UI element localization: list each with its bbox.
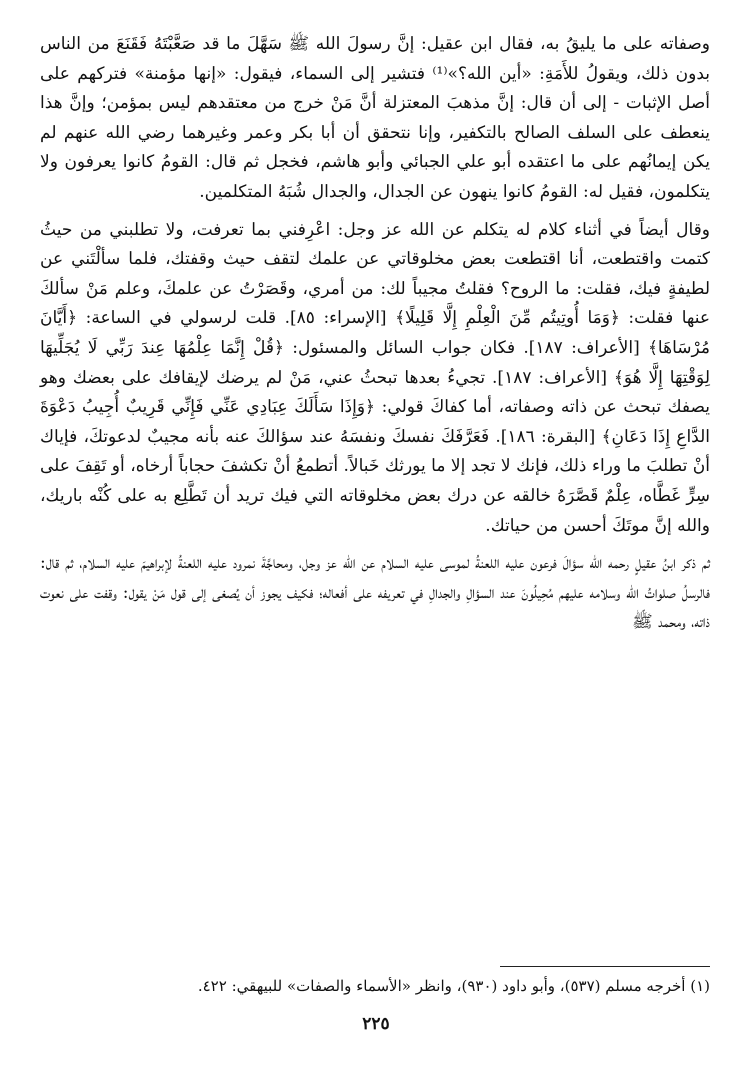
main-text xyxy=(40,30,710,638)
footnote-divider xyxy=(0,966,752,967)
paragraph-3: ثم ذكر ابنُ عقيلٍ رحمه الله سؤالَ فرعون عليه اللعنةُ لموسى عليه السلام عن الله عز وجل، ومحاجَّةَ نمرود عليه اللعنةُ لإبراهيمَ عليه السلام، ثم قال: فالرسلُ صلواتُ الله وسلامه عليهم مُحِيلُونَ عند السؤالِ والجدالِ في تعريفه على أفعاله؛ فكيف يجوز أن يُصغى إلى قول مَنْ يقول: وقفت على نعوت ذاته، ومحمد ﷺ xyxy=(40,553,710,633)
page-number: ٢٢٥ xyxy=(362,1014,390,1034)
paragraph-2: وقال أيضاً في أثناء كلام له يتكلم عن الله عز وجل: اعْرِفني بما تعرفت، ولا تطلبني من حيثُ كتمت واقتطعت، أنا اقتطعت بعض مخلوقاتي عن علمك لتقف حيث وقفتك، فلما سألْتَني عن لطيفةٍ فيك، فقلت: ما الروح؟ فقلتُ مجيباً لك: من أمري، وقَصَرْتُ عن علمكَ، وعلم مَنْ سألكَ عنها فقلت: ﴿وَمَا أُوتِيتُم مِّنَ الْعِلْمِ إِلَّا قَلِيلًا﴾ [الإسراء: ٨٥]. قلت لرسولي في الساعة: ﴿أَيَّانَ مُرْسَاهَا﴾ [الأعراف: ١٨٧]. فكان جواب السائل والمسئول: ﴿قُلْ إِنَّمَا عِلْمُهَا عِندَ رَبِّي لَا يُجَلِّيهَا لِوَقْتِهَا إِلَّا هُوَ﴾ [الأعراف: ١٨٧]. تجيءُ بعدها تبحثُ عني، مَنْ لم يرضك لإيقافك على بعضك وهو يصفك تبحث عن ذاته وصفاته، أما كفاكَ قولي: ﴿وَإِذَا سَأَلَكَ عِبَادِي عَنِّي فَإِنِّي قَرِيبٌ أُجِيبُ دَعْوَةَ الدَّاعِ إِذَا دَعَانِ﴾ [البقرة: ١٨٦]. فَعَرَّفَكَ نفسكَ ونفسَهُ عند سؤالكَ عنه بأنه مجيبٌ لدعوتكَ، فإياك أنْ تطلبَ ما وراء ذلك، فإنك لا تجد إلا ما يورثك خَبالاً. أتطمعُ أنْ تكشفَ حجاباً أرخاه، أو تَقِفَ على سِرٍّ غَطَّاه، عِلْمٌ قَصَّرَهُ خالقه عن درك بعض مخلوقاته التي فيك تريد أن تَطَّلِع به على كُنْه باريك، والله إنَّ موتَكَ أحسن من حياتك. xyxy=(40,219,711,536)
paragraph-1: وصفاته على ما يليقُ به، فقال ابن عقيل: إنَّ رسولَ الله ﷺ سَهَّلَ ما قد صَعَّبْتَهُ فَقَنَعَ من الناس بدون ذلك، ويقولُ للأَمَةِ: «أين الله؟»⁽¹⁾ فتشير إلى السماء، فيقول: «إنها مؤمنة» فتركهم على أصل الإثبات - إلى أن قال: إنَّ مذهبَ المعتزلة أنَّ مَنْ خرج من معتقدهم ليس بمؤمن؛ وإنَّ هذا ينعطف على السلف الصالح بالتكفير، وإنا نتحقق أن أبا بكر وعمر وغيرهما رضي الله عنهم لم يكن إيمانُهم على ما اعتقده أبو علي الجبائي وأبو هاشم، فخجل ثم قال: القومُ كانوا يعرفون ولا يتكلمون، فقيل له: القومُ كانوا ينهون عن الجدال، والجدال شُبَهُ المتكلمين. xyxy=(40,34,710,202)
footnote: (١) أخرجه مسلم (٥٣٧)، وأبو داود (٩٣٠)، وانظر «الأسماء والصفات» للبيهقي: ٤٢٢. xyxy=(197,977,710,995)
